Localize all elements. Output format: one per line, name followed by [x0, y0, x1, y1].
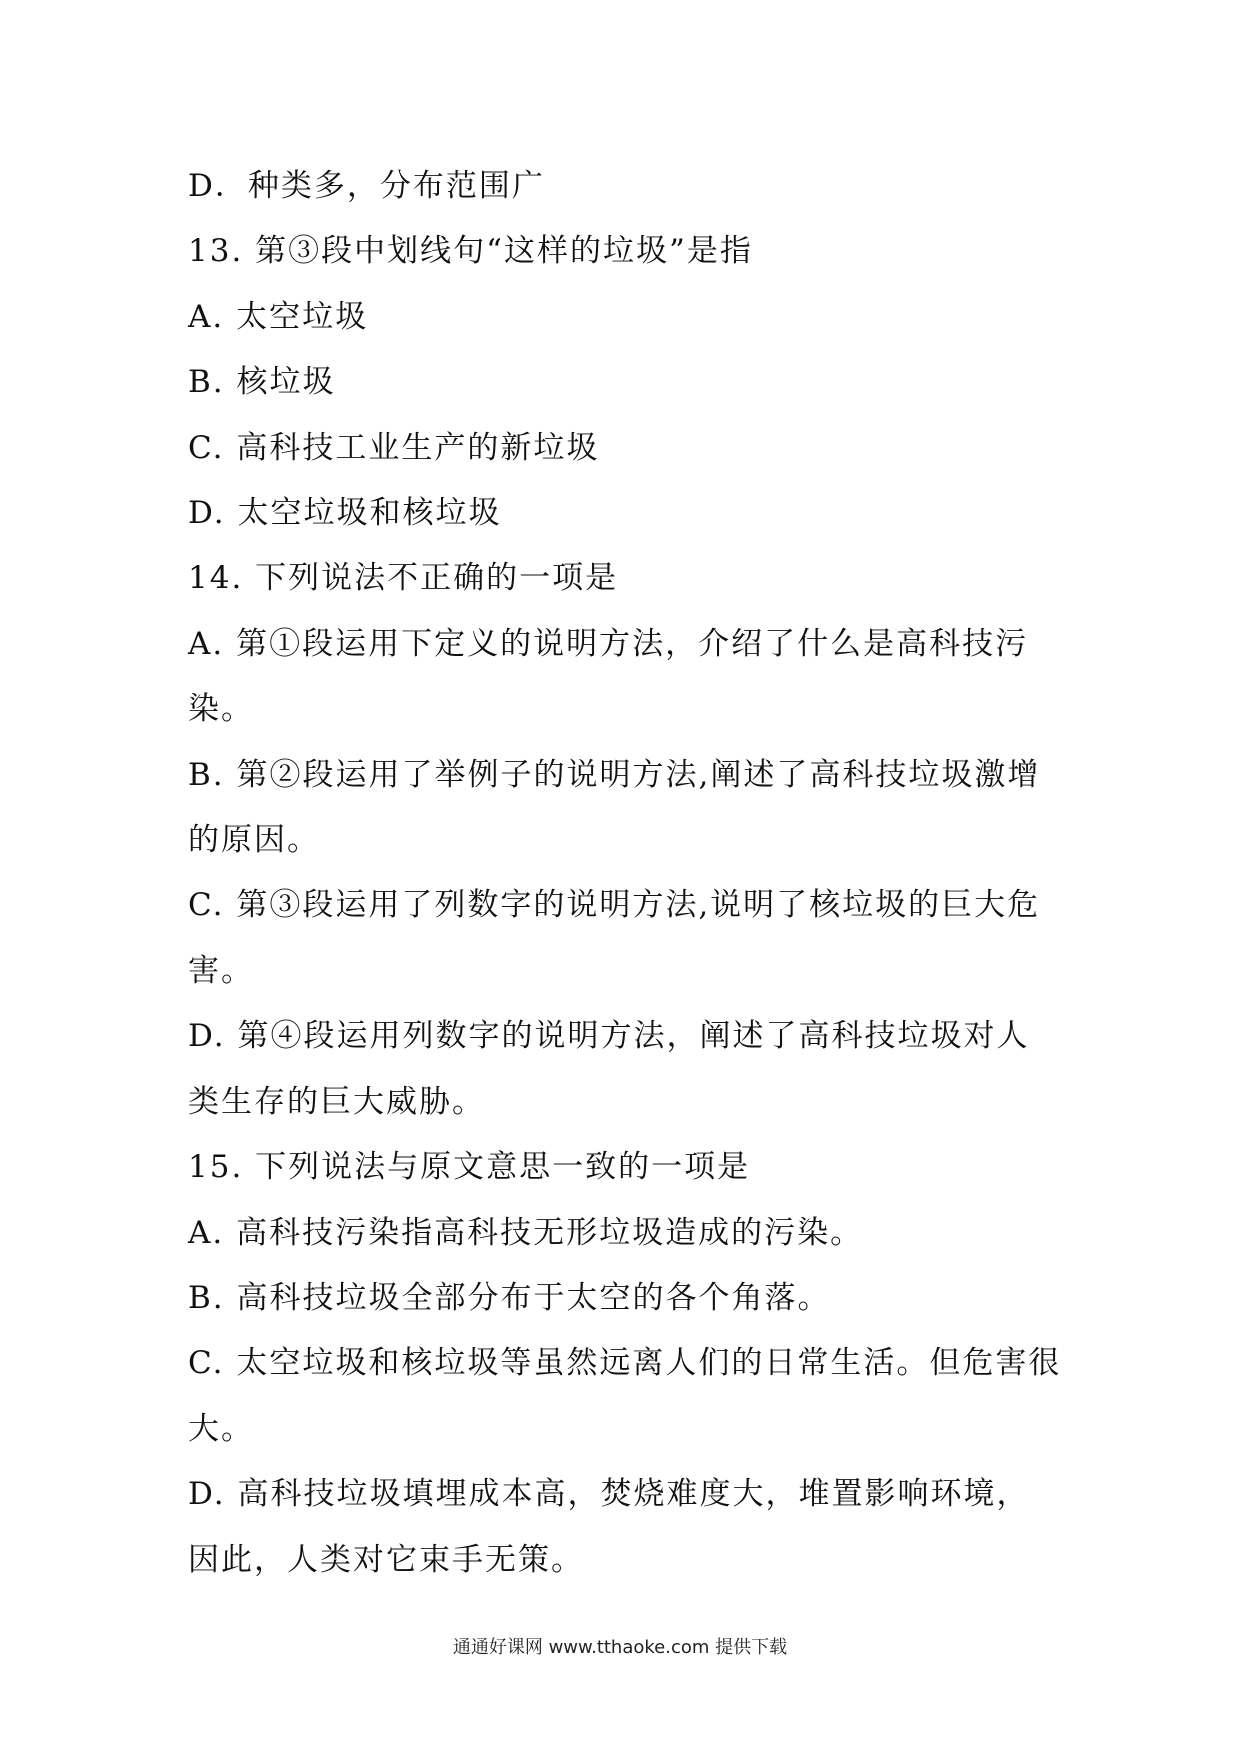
page-footer: 通通好课网 www.tthaoke.com 提供下载 — [452, 1637, 788, 1658]
question-13-stem: 13. 第③段中划线句“这样的垃圾”是指 — [188, 233, 753, 270]
option-13-b: B. 核垃圾 — [188, 364, 336, 401]
option-14-a-line-1: A. 第①段运用下定义的说明方法，介绍了什么是高科技污 — [188, 625, 1029, 662]
option-14-b-line-1: B. 第②段运用了举例子的说明方法,阐述了高科技垃圾激增 — [188, 756, 1041, 793]
question-14-stem: 14. 下列说法不正确的一项是 — [188, 560, 619, 597]
option-15-c-line-1: C. 太空垃圾和核垃圾等虽然远离人们的日常生活。但危害很 — [188, 1345, 1062, 1382]
option-13-a: A. 太空垃圾 — [188, 298, 369, 335]
option-12-d: D．种类多，分布范围广 — [188, 168, 545, 204]
option-14-d-line-2: 类生存的巨大威胁。 — [188, 1083, 485, 1120]
option-15-d-line-2: 因此，人类对它束手无策。 — [188, 1541, 584, 1578]
option-13-c: C. 高科技工业生产的新垃圾 — [188, 429, 600, 466]
option-14-a-line-2: 染。 — [188, 691, 254, 728]
option-14-c-line-2: 害。 — [188, 952, 254, 989]
option-15-a: A. 高科技污染指高科技无形垃圾造成的污染。 — [188, 1214, 864, 1251]
option-14-c-line-1: C. 第③段运用了列数字的说明方法,说明了核垃圾的巨大危 — [188, 887, 1041, 924]
option-14-d-line-1: D. 第④段运用列数字的说明方法，阐述了高科技垃圾对人 — [188, 1018, 1030, 1055]
question-15-stem: 15. 下列说法与原文意思一致的一项是 — [188, 1149, 751, 1186]
option-15-c-line-2: 大。 — [188, 1410, 254, 1447]
option-15-d-line-1: D. 高科技垃圾填埋成本高，焚烧难度大，堆置影响环境， — [188, 1476, 1030, 1513]
option-13-d: D. 太空垃圾和核垃圾 — [188, 495, 502, 532]
option-15-b: B. 高科技垃圾全部分布于太空的各个角落。 — [188, 1279, 831, 1316]
question-text — [188, 154, 1068, 1593]
option-14-b-line-2: 的原因。 — [188, 822, 320, 859]
